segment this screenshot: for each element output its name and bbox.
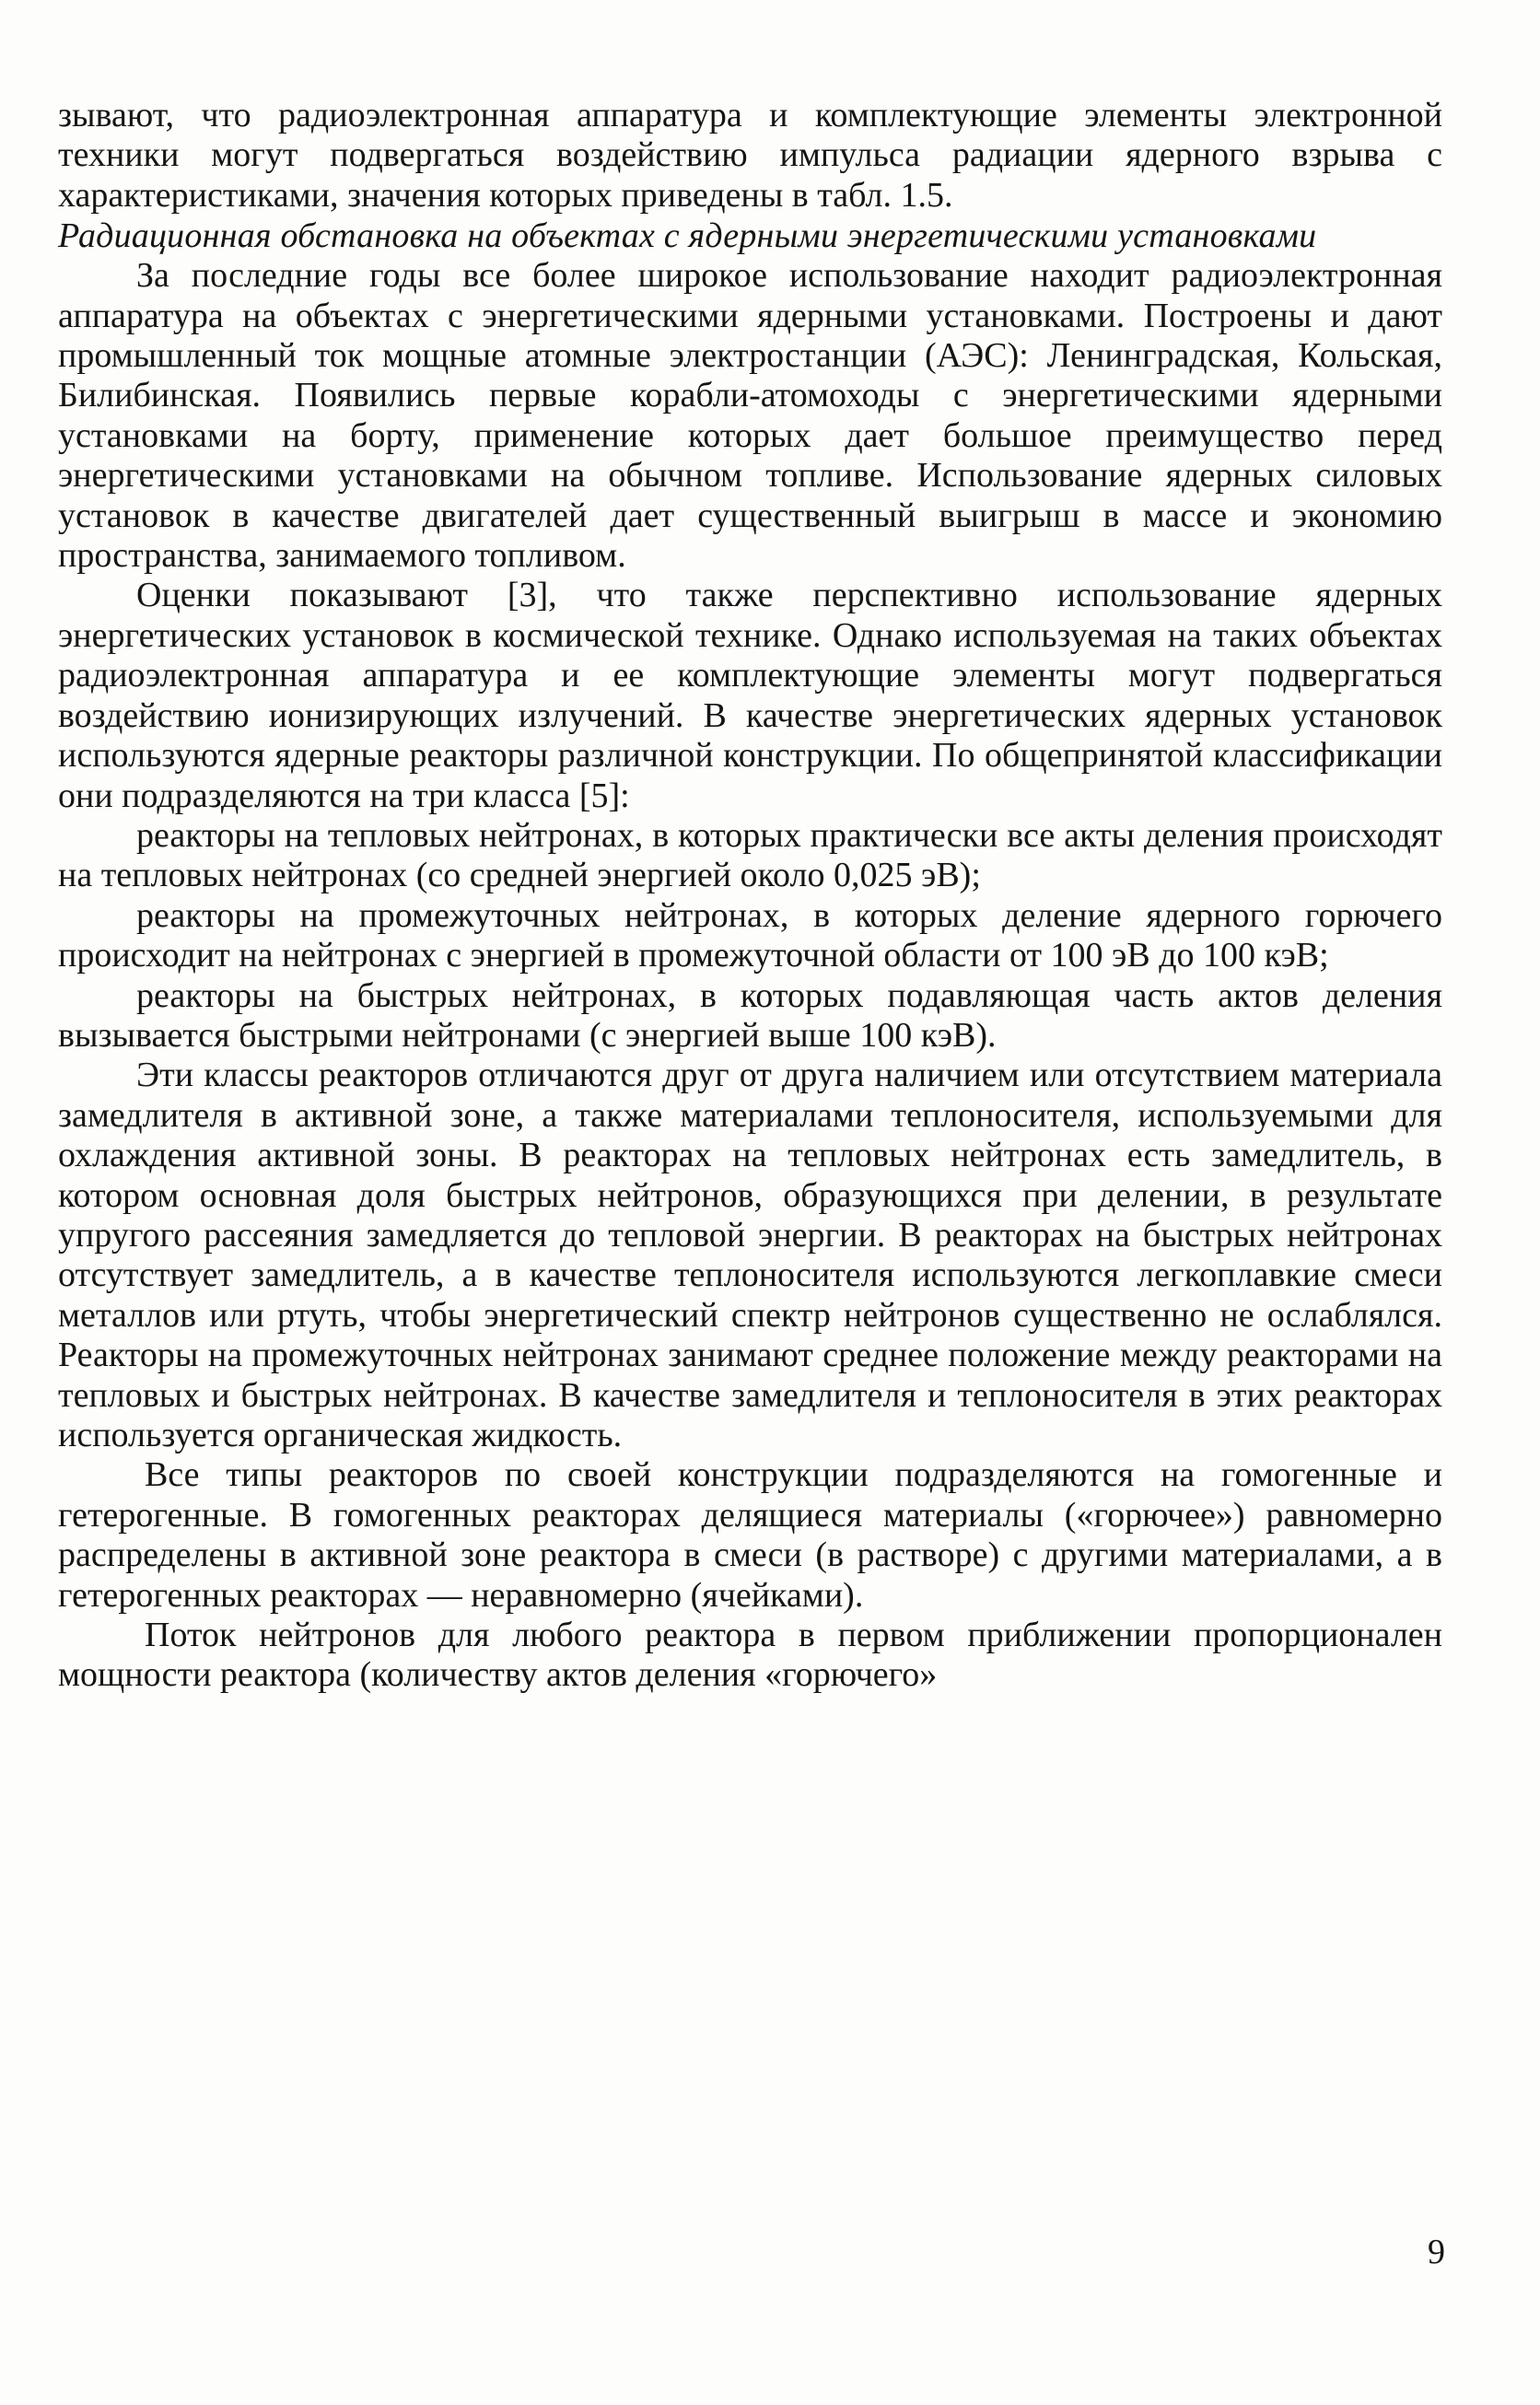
page-body (58, 96, 1442, 1696)
paragraph-neutron-flux: Поток нейтронов для любого реактора в первом приближении пропорционален мощности реактора (количеству актов деления «горючего» (58, 1616, 1442, 1695)
paragraph-reactor-types: Все типы реакторов по своей конструкции подразделяются на гомогенные и гетерогенные. В гомогенных реакторах делящиеся материалы («горючее») равномерно распределены в активной зоне реактора в смеси (в растворе) с другими материалами, а в гетерогенных реакторах — неравномерно (ячейками). (58, 1455, 1442, 1615)
paragraph-reactor-differences: Эти классы реакторов отличаются друг от друга наличием или отсутствием материала замедлителя в активной зоне, а также материалами теплоносителя, используемыми для охлаждения активной зоны. В реакторах на тепловых нейтронах есть замедлитель, в котором основная доля быстрых нейтронов, образующихся при делении, в результате упругого рассеяния замедляется до тепловой энергии. В реакторах на быстрых нейтронах отсутствует замедлитель, а в качестве теплоносителя используются легкоплавкие смеси металлов или ртуть, чтобы энергетический спектр нейтронов существенно не ослаблялся. Реакторы на промежуточных нейтронах занимают среднее положение между реакторами на тепловых и быстрых нейтронах. В качестве замедлителя и теплоносителя в этих реакторах используется органическая жидкость. (58, 1056, 1442, 1454)
page-number: 9 (1428, 2233, 1445, 2271)
opening-paragraph: зывают, что радиоэлектронная аппаратура и комплектующие элементы электронной техники могут подвергаться воздействию импульса радиации ядерного взрыва с характеристиками, значения которых приведены в табл. 1.5. (58, 96, 1442, 215)
paragraph-thermal-reactors: реакторы на тепловых нейтронах, в которых практически все акты деления происходят на тепловых нейтронах (со средней энергией около 0,025 эВ); (58, 815, 1442, 895)
paragraph-space-technology: Оценки показывают [3], что также перспективно использование ядерных энергетических установок в космической технике. Однако используемая на таких объектах радиоэлектронная аппаратура и ее комплектующие элементы могут подвергаться воздействию ионизирующих излучений. В качестве энергетических ядерных установок используются ядерные реакторы различной конструкции. По общепринятой классификации они подразделяются на три класса [5]: (58, 576, 1442, 815)
paragraph-intermediate-reactors: реакторы на промежуточных нейтронах, в которых деление ядерного горючего происходит на нейтронах с энергией в промежуточной области от 100 эВ до 100 кэВ; (58, 895, 1442, 975)
paragraph-fast-reactors: реакторы на быстрых нейтронах, в которых подавляющая часть актов деления вызывается быстрыми нейтронами (с энергией выше 100 кэВ). (58, 975, 1442, 1055)
section-heading: Радиационная обстановка на объектах с ядерными энергетическими установками (58, 216, 1317, 256)
paragraph-aes-usage: За последние годы все более широкое использование находит радиоэлектронная аппаратура на объектах с энергетическими ядерными установками. Построены и дают промышленный ток мощные атомные электростанции (АЭС): Ленинградская, Кольская, Билибинская. Появились первые корабли-атомоходы с энергетическими ядерными установками на борту, применение которых дает большое преимущество перед энергетическими установками на обычном топливе. Использование ядерных силовых установок в качестве двигателей дает существенный выигрыш в массе и экономию пространства, занимаемого топливом. (58, 256, 1442, 576)
